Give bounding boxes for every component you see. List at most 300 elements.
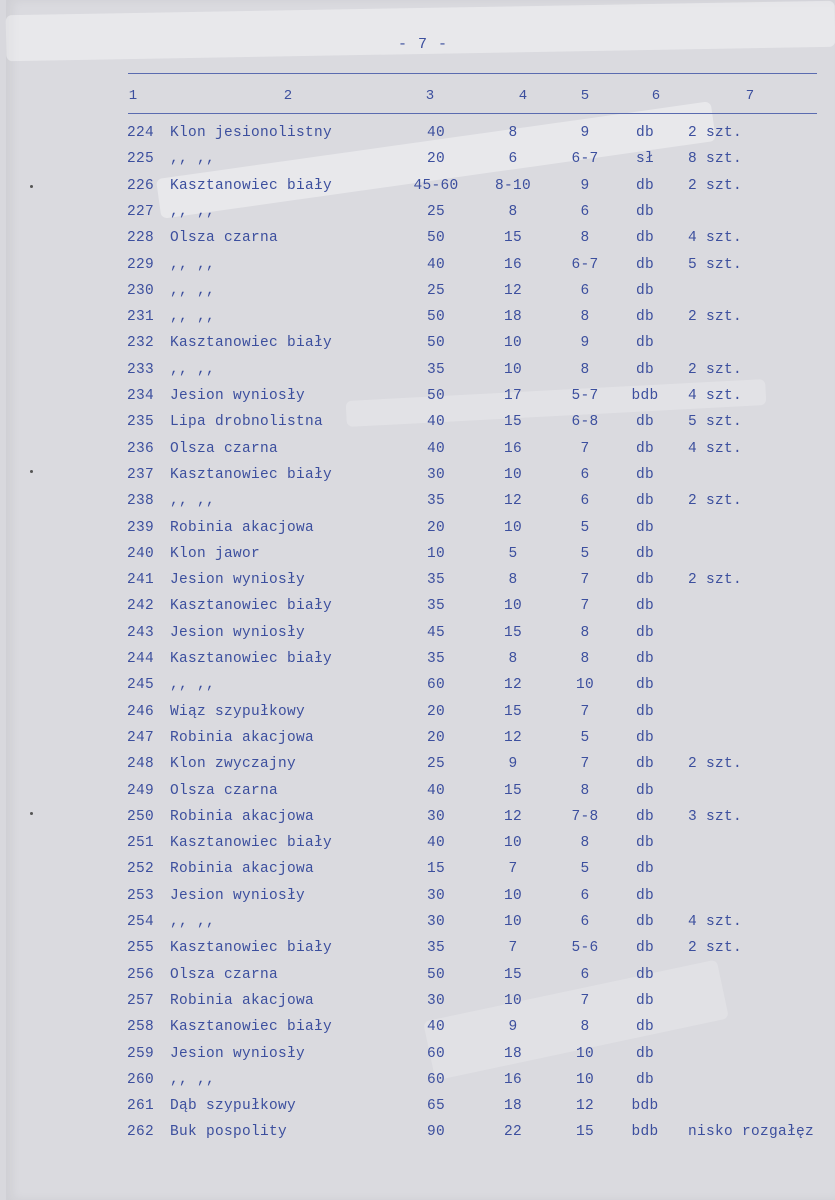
table-row [0, 625, 835, 651]
cell-species: Jesion wyniosły [170, 1045, 306, 1062]
cell-number: 254 [126, 914, 154, 930]
cell-col4: 15 [503, 230, 522, 247]
cell-col5: 6 [580, 914, 590, 930]
cell-condition: db [635, 624, 654, 641]
cell-col5: 6 [580, 966, 590, 983]
cell-condition: db [635, 861, 654, 878]
cell-number: 243 [126, 624, 154, 641]
cell-condition: db [635, 256, 654, 273]
cell-species: ,, ,, [170, 151, 216, 168]
table-row [0, 1124, 835, 1150]
table-row [0, 809, 835, 835]
cell-number: 259 [126, 1045, 154, 1062]
cell-col3: 25 [426, 203, 445, 220]
cell-number: 256 [126, 966, 154, 983]
table-row [0, 204, 835, 230]
cell-condition: sł [635, 151, 654, 168]
cell-col4: 9 [508, 756, 518, 773]
cell-notes: 2 szt. [688, 940, 743, 957]
cell-number: 248 [126, 756, 154, 773]
cell-col3: 65 [426, 1098, 445, 1115]
cell-col5: 10 [575, 1045, 594, 1062]
cell-condition: db [635, 914, 654, 930]
cell-condition: db [635, 940, 654, 957]
cell-col5: 7 [580, 572, 590, 589]
cell-number: 257 [126, 992, 154, 1009]
cell-species: Kasztanowiec biały [170, 466, 333, 483]
cell-condition: db [635, 598, 654, 615]
cell-col5: 6 [580, 282, 590, 299]
cell-col4: 10 [503, 914, 522, 930]
cell-col4: 12 [503, 493, 522, 510]
cell-col5: 6 [580, 203, 590, 220]
cell-number: 238 [126, 493, 154, 510]
column-header: 5 [580, 88, 590, 104]
cell-col4: 18 [503, 309, 522, 326]
cell-col3: 50 [426, 309, 445, 326]
cell-species: Olsza czarna [170, 230, 279, 247]
cell-col4: 15 [503, 624, 522, 641]
cell-col5: 10 [575, 1071, 594, 1088]
cell-condition: db [635, 572, 654, 589]
cell-notes: 2 szt. [688, 493, 743, 510]
table-row [0, 756, 835, 782]
cell-col5: 6-8 [571, 414, 599, 431]
cell-col3: 35 [426, 651, 445, 667]
cell-col5: 7 [580, 440, 590, 457]
cell-species: Jesion wyniosły [170, 388, 306, 404]
cell-col5: 9 [580, 177, 590, 194]
cell-notes: 4 szt. [688, 230, 743, 247]
cell-number: 242 [126, 598, 154, 615]
page-number: - 7 - [398, 36, 449, 53]
cell-col5: 5-7 [571, 388, 599, 404]
cell-species: Olsza czarna [170, 782, 279, 799]
cell-number: 236 [126, 440, 154, 457]
cell-notes: 2 szt. [688, 309, 743, 326]
cell-col4: 10 [503, 466, 522, 483]
cell-col5: 7 [580, 992, 590, 1009]
cell-species: Kasztanowiec biały [170, 177, 333, 194]
cell-number: 249 [126, 782, 154, 799]
column-header: 4 [518, 88, 528, 104]
cell-col4: 6 [508, 151, 518, 168]
cell-species: Klon zwyczajny [170, 756, 297, 773]
cell-condition: db [635, 282, 654, 299]
cell-species: Robinia akacjowa [170, 808, 315, 825]
table-row [0, 178, 835, 204]
cell-col3: 35 [426, 572, 445, 589]
cell-col4: 7 [508, 861, 518, 878]
cell-col3: 60 [426, 677, 445, 694]
cell-col4: 15 [503, 703, 522, 720]
cell-condition: db [635, 545, 654, 562]
cell-col5: 6-7 [571, 151, 599, 168]
cell-condition: db [635, 966, 654, 983]
cell-col4: 10 [503, 519, 522, 536]
cell-col4: 10 [503, 598, 522, 615]
cell-notes: 5 szt. [688, 256, 743, 273]
cell-col4: 9 [508, 1019, 518, 1036]
cell-col4: 12 [503, 808, 522, 825]
cell-number: 261 [126, 1098, 154, 1115]
cell-col4: 16 [503, 256, 522, 273]
cell-condition: db [635, 519, 654, 536]
cell-col5: 7-8 [571, 808, 599, 825]
cell-col4: 8 [508, 203, 518, 220]
cell-condition: db [635, 677, 654, 694]
table-row [0, 257, 835, 283]
cell-col3: 40 [426, 835, 445, 852]
table-row [0, 598, 835, 624]
cell-condition: db [635, 651, 654, 667]
cell-species: ,, ,, [170, 361, 216, 378]
cell-col5: 6 [580, 887, 590, 904]
cell-col4: 10 [503, 835, 522, 852]
cell-number: 260 [126, 1071, 154, 1088]
cell-col4: 10 [503, 335, 522, 352]
cell-condition: db [635, 1045, 654, 1062]
cell-notes: 4 szt. [688, 440, 743, 457]
table-row [0, 520, 835, 546]
cell-col3: 40 [426, 440, 445, 457]
cell-condition: db [635, 125, 654, 141]
cell-number: 247 [126, 729, 154, 746]
table-row [0, 283, 835, 309]
cell-number: 262 [126, 1124, 154, 1141]
cell-col3: 35 [426, 361, 445, 378]
column-header: 2 [283, 88, 293, 104]
table-row [0, 940, 835, 966]
cell-col5: 6 [580, 493, 590, 510]
cell-col4: 7 [508, 940, 518, 957]
cell-species: Olsza czarna [170, 966, 279, 983]
cell-notes: 8 szt. [688, 151, 743, 168]
table-row [0, 783, 835, 809]
cell-species: Jesion wyniosły [170, 624, 306, 641]
cell-notes: 2 szt. [688, 572, 743, 589]
table-row [0, 125, 835, 151]
cell-col4: 16 [503, 440, 522, 457]
cell-col3: 20 [426, 151, 445, 168]
cell-col3: 15 [426, 861, 445, 878]
cell-species: Jesion wyniosły [170, 572, 306, 589]
table-row [0, 151, 835, 177]
cell-species: Lipa drobnolistna [170, 414, 324, 431]
cell-col5: 8 [580, 309, 590, 326]
cell-number: 251 [126, 835, 154, 852]
cell-col3: 40 [426, 414, 445, 431]
cell-col3: 50 [426, 230, 445, 247]
table-row [0, 730, 835, 756]
cell-notes: nisko rozgałęz [688, 1124, 815, 1141]
table-row [0, 414, 835, 440]
cell-col3: 10 [426, 545, 445, 562]
cell-col3: 45-60 [413, 177, 459, 194]
cell-col3: 60 [426, 1071, 445, 1088]
cell-species: Jesion wyniosły [170, 887, 306, 904]
table-row [0, 362, 835, 388]
cell-notes: 2 szt. [688, 756, 743, 773]
table-row [0, 309, 835, 335]
cell-col4: 10 [503, 992, 522, 1009]
cell-col3: 30 [426, 466, 445, 483]
cell-col5: 7 [580, 756, 590, 773]
cell-col3: 50 [426, 335, 445, 352]
cell-condition: bdb [631, 1124, 659, 1141]
cell-number: 231 [126, 309, 154, 326]
cell-col5: 8 [580, 835, 590, 852]
cell-number: 227 [126, 203, 154, 220]
cell-col5: 8 [580, 782, 590, 799]
cell-col5: 8 [580, 230, 590, 247]
cell-species: ,, ,, [170, 677, 216, 694]
cell-col4: 15 [503, 414, 522, 431]
table-row [0, 967, 835, 993]
table-row [0, 914, 835, 940]
column-header: 6 [651, 88, 661, 104]
cell-number: 244 [126, 651, 154, 667]
table-row [0, 546, 835, 572]
table-row [0, 467, 835, 493]
cell-species: Robinia akacjowa [170, 729, 315, 746]
cell-col4: 15 [503, 782, 522, 799]
cell-col3: 25 [426, 756, 445, 773]
cell-number: 233 [126, 361, 154, 378]
cell-species: Robinia akacjowa [170, 861, 315, 878]
cell-species: Klon jawor [170, 545, 261, 562]
cell-species: ,, ,, [170, 203, 216, 220]
cell-notes: 2 szt. [688, 125, 743, 141]
cell-col4: 10 [503, 887, 522, 904]
cell-condition: db [635, 335, 654, 352]
cell-species: ,, ,, [170, 309, 216, 326]
cell-col5: 5-6 [571, 940, 599, 957]
table-row [0, 704, 835, 730]
cell-col4: 15 [503, 966, 522, 983]
cell-species: ,, ,, [170, 1071, 216, 1088]
table-row [0, 1072, 835, 1098]
cell-col3: 35 [426, 598, 445, 615]
cell-condition: db [635, 493, 654, 510]
cell-col5: 7 [580, 703, 590, 720]
cell-col4: 5 [508, 545, 518, 562]
cell-number: 234 [126, 388, 154, 404]
cell-notes: 5 szt. [688, 414, 743, 431]
table-row [0, 1098, 835, 1124]
cell-col3: 35 [426, 493, 445, 510]
cell-condition: db [635, 703, 654, 720]
table-row [0, 572, 835, 598]
cell-species: Wiąz szypułkowy [170, 703, 306, 720]
cell-notes: 4 szt. [688, 388, 743, 404]
cell-condition: db [635, 466, 654, 483]
cell-number: 246 [126, 703, 154, 720]
cell-col5: 12 [575, 1098, 594, 1115]
cell-col3: 90 [426, 1124, 445, 1141]
cell-species: Dąb szypułkowy [170, 1098, 297, 1115]
cell-col5: 8 [580, 361, 590, 378]
cell-number: 240 [126, 545, 154, 562]
header-top-rule [128, 73, 817, 74]
cell-col3: 35 [426, 940, 445, 957]
column-header: 1 [128, 88, 138, 104]
cell-col4: 17 [503, 388, 522, 404]
cell-col5: 8 [580, 624, 590, 641]
cell-col3: 40 [426, 1019, 445, 1036]
cell-col5: 8 [580, 651, 590, 667]
cell-number: 255 [126, 940, 154, 957]
cell-col3: 50 [426, 388, 445, 404]
cell-col5: 6 [580, 466, 590, 483]
cell-col4: 12 [503, 729, 522, 746]
cell-species: ,, ,, [170, 493, 216, 510]
cell-species: Robinia akacjowa [170, 519, 315, 536]
cell-number: 241 [126, 572, 154, 589]
cell-notes: 2 szt. [688, 361, 743, 378]
cell-col5: 5 [580, 861, 590, 878]
table-row [0, 493, 835, 519]
cell-condition: db [635, 992, 654, 1009]
cell-condition: db [635, 1071, 654, 1088]
cell-col5: 5 [580, 519, 590, 536]
column-header: 7 [745, 88, 755, 104]
table-row [0, 835, 835, 861]
table-row [0, 651, 835, 677]
cell-col3: 40 [426, 782, 445, 799]
cell-number: 226 [126, 177, 154, 194]
cell-number: 232 [126, 335, 154, 352]
cell-condition: db [635, 835, 654, 852]
cell-species: ,, ,, [170, 282, 216, 299]
cell-condition: db [635, 414, 654, 431]
cell-col3: 20 [426, 729, 445, 746]
cell-col3: 30 [426, 992, 445, 1009]
cell-col5: 10 [575, 677, 594, 694]
cell-col5: 15 [575, 1124, 594, 1141]
cell-col5: 9 [580, 125, 590, 141]
cell-number: 239 [126, 519, 154, 536]
header-bottom-rule [128, 113, 817, 114]
cell-condition: db [635, 440, 654, 457]
cell-col5: 8 [580, 1019, 590, 1036]
cell-species: Robinia akacjowa [170, 992, 315, 1009]
cell-species: Kasztanowiec biały [170, 598, 333, 615]
cell-condition: db [635, 203, 654, 220]
cell-col3: 20 [426, 519, 445, 536]
cell-species: Klon jesionolistny [170, 125, 333, 141]
cell-col5: 5 [580, 545, 590, 562]
cell-species: ,, ,, [170, 914, 216, 930]
cell-number: 229 [126, 256, 154, 273]
cell-condition: db [635, 230, 654, 247]
column-header: 3 [425, 88, 435, 104]
cell-number: 230 [126, 282, 154, 299]
cell-number: 237 [126, 466, 154, 483]
cell-col3: 60 [426, 1045, 445, 1062]
table-row [0, 1019, 835, 1045]
cell-col4: 8 [508, 572, 518, 589]
cell-condition: db [635, 361, 654, 378]
cell-col4: 8 [508, 125, 518, 141]
cell-number: 228 [126, 230, 154, 247]
cell-col4: 18 [503, 1098, 522, 1115]
table-row [0, 888, 835, 914]
table-row [0, 335, 835, 361]
cell-condition: db [635, 177, 654, 194]
cell-col4: 8-10 [494, 177, 531, 194]
cell-condition: db [635, 729, 654, 746]
cell-col3: 30 [426, 887, 445, 904]
cell-condition: db [635, 309, 654, 326]
cell-col3: 20 [426, 703, 445, 720]
cell-number: 245 [126, 677, 154, 694]
cell-col4: 18 [503, 1045, 522, 1062]
cell-number: 235 [126, 414, 154, 431]
cell-condition: db [635, 887, 654, 904]
cell-col5: 5 [580, 729, 590, 746]
cell-col5: 9 [580, 335, 590, 352]
cell-col4: 16 [503, 1071, 522, 1088]
cell-condition: db [635, 808, 654, 825]
cell-col3: 30 [426, 808, 445, 825]
cell-species: Kasztanowiec biały [170, 335, 333, 352]
cell-species: Olsza czarna [170, 440, 279, 457]
cell-notes: 3 szt. [688, 808, 743, 825]
cell-col3: 30 [426, 914, 445, 930]
cell-number: 224 [126, 125, 154, 141]
cell-col4: 10 [503, 361, 522, 378]
cell-species: Kasztanowiec biały [170, 835, 333, 852]
cell-species: Buk pospolity [170, 1124, 288, 1141]
cell-condition: db [635, 782, 654, 799]
table-row [0, 861, 835, 887]
cell-condition: db [635, 1019, 654, 1036]
cell-number: 250 [126, 808, 154, 825]
cell-condition: db [635, 756, 654, 773]
table-row [0, 388, 835, 414]
cell-notes: 2 szt. [688, 177, 743, 194]
cell-col3: 40 [426, 256, 445, 273]
cell-number: 258 [126, 1019, 154, 1036]
cell-number: 225 [126, 151, 154, 168]
cell-col5: 7 [580, 598, 590, 615]
cell-species: Kasztanowiec biały [170, 1019, 333, 1036]
cell-col3: 40 [426, 125, 445, 141]
cell-col3: 45 [426, 624, 445, 641]
table-row [0, 1046, 835, 1072]
table-row [0, 677, 835, 703]
table-row [0, 441, 835, 467]
cell-col3: 25 [426, 282, 445, 299]
cell-number: 252 [126, 861, 154, 878]
cell-col3: 50 [426, 966, 445, 983]
cell-col4: 8 [508, 651, 518, 667]
cell-number: 253 [126, 887, 154, 904]
cell-notes: 4 szt. [688, 914, 743, 930]
cell-species: Kasztanowiec biały [170, 940, 333, 957]
cell-col4: 12 [503, 282, 522, 299]
cell-col4: 12 [503, 677, 522, 694]
cell-col5: 6-7 [571, 256, 599, 273]
cell-condition: bdb [631, 388, 659, 404]
cell-species: ,, ,, [170, 256, 216, 273]
table-row [0, 230, 835, 256]
cell-col4: 22 [503, 1124, 522, 1141]
cell-species: Kasztanowiec biały [170, 651, 333, 667]
table-row [0, 993, 835, 1019]
cell-condition: bdb [631, 1098, 659, 1115]
